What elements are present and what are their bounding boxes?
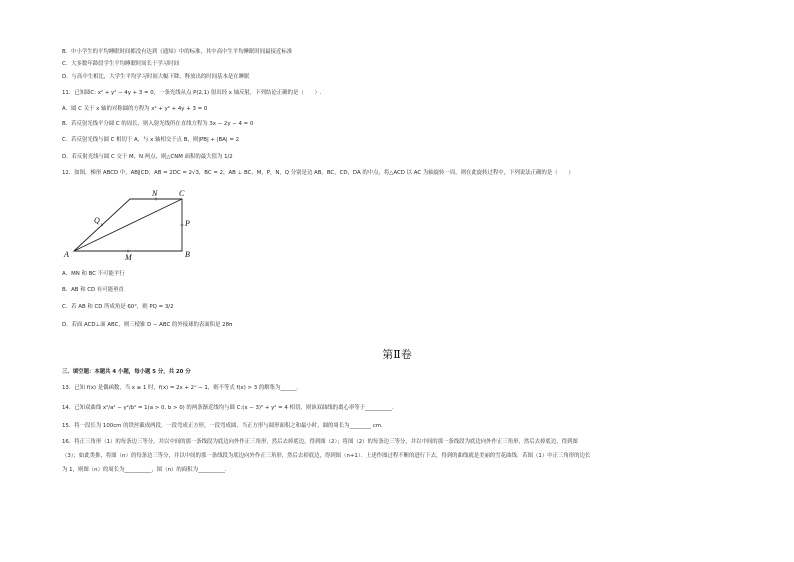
q16-line-3: 为 1，则图（n）的周长为__________，图（n）的面积为__________. (62, 467, 227, 473)
label-c: C (179, 189, 185, 198)
q10-option-d: D．与高中生相比，大学生平均学习时间大幅下降，释放出的时间基本是在睡眠 (62, 74, 250, 80)
diagonal-ac (74, 199, 182, 251)
label-a: A (64, 250, 69, 259)
label-b: B (185, 250, 190, 259)
q12-stem: 12．如图，梯形 ABCD 中，AB∥CD，AB = 2DC = 2√3，BC = 2，AB ⊥ BC，M，P，N，Q 分别是边 AB，BC，CD，DA 的中点，将△ACD 以 AC 为轴旋转一周，则在此旋转过程中，下列说法正确的是（ ） (62, 170, 574, 176)
q16-line-1: 16．将正三角形（1）的每条边三等分，并以中间的那一条线段为底边向外作正三角形，然后去掉底边，得到图（2）；将图（2）的每条边三等分，并以中间的那一条线段为底边向外作正三角形，然后去掉底边，得到图 (62, 439, 578, 445)
q12-option-c: C．若 AB 和 CD 所成角是 60°，则 PQ = 3/2 (62, 304, 174, 310)
q11-stem: 11．已知圆C: x² + y² − 4y + 3 = 0，一条光线从点 P(2,1) 射出经 x 轴反射，下列结论正确的是（ ）. (62, 90, 322, 96)
q10-option-c: C．大多数年龄段学生平均睡眠时间长于学习时间 (62, 61, 179, 67)
question-15: 15．将一段长为 100cm 的铁丝截成两段，一段弯成正方形，一段弯成圆，当正方形与圆形面积之和最小时，圆的周长为________ cm. (62, 423, 383, 429)
q11-option-a: A．圆 C 关于 x 轴的对称圆的方程为 x² + y² + 4y + 3 = 0 (62, 106, 208, 112)
section-title: 第Ⅱ卷 (382, 348, 412, 361)
question-14: 14．已知双曲线 x²/a² − y²/b² = 1(a > 0, b > 0) 的两条渐近线均与圆 C:(x − 3)² + y² = 4 相切，则该双曲线的离心率等于__________. (62, 405, 394, 411)
label-n: N (152, 189, 158, 198)
label-q: Q (94, 216, 100, 225)
q16-line-2: （3）；如此类推，将图（n）的每条边三等分，并以中间的那一条线段为底边向外作正三角形，然后去掉底边，得到图（n+1）．上述作图过程不断的进行下去，得到的曲线就是美丽的雪花曲线．若图（1）中正三角形的边长 (62, 453, 591, 459)
label-p: P (185, 219, 190, 228)
q11-option-d: D．若反射光线与圆 C 交于 M、N 两点，则△CNM 面积的最大值为 1/2 (62, 154, 233, 160)
q11-option-c: C．若反射光线与圆 C 相切于 A，与 x 轴相交于点 B，则|PB| + |BA| = 2 (62, 137, 240, 143)
label-m: M (125, 253, 132, 262)
section-header: 三、填空题：本题共 4 小题，每小题 5 分，共 20 分 (62, 369, 191, 375)
q12-option-a: A．MN 和 BC 不可能平行 (62, 271, 125, 277)
q11-option-b: B．若反射光线平分圆 C 的周长，则入射光线所在直线方程为 3x − 2y − 4 = 0 (62, 121, 254, 127)
question-13: 13．已知 f(x) 是偶函数，当 x ≥ 1 时，f(x) = 2x + 2ˣ − 1，则不等式 f(x) > 3 的解集为______. (62, 385, 299, 391)
q10-option-b: B．中小学生的平均睡眠时间都没有达到《通知》中的标准，其中高中生平均睡眠时间最接近标准 (62, 49, 293, 55)
trapezoid-figure (58, 185, 208, 265)
q12-option-b: B．AB 和 CD 有可能垂直 (62, 287, 124, 293)
q12-option-d: D．若面 ACD⊥面 ABC，则三棱锥 D − ABC 的外接球的表面积是 28π (62, 322, 233, 328)
